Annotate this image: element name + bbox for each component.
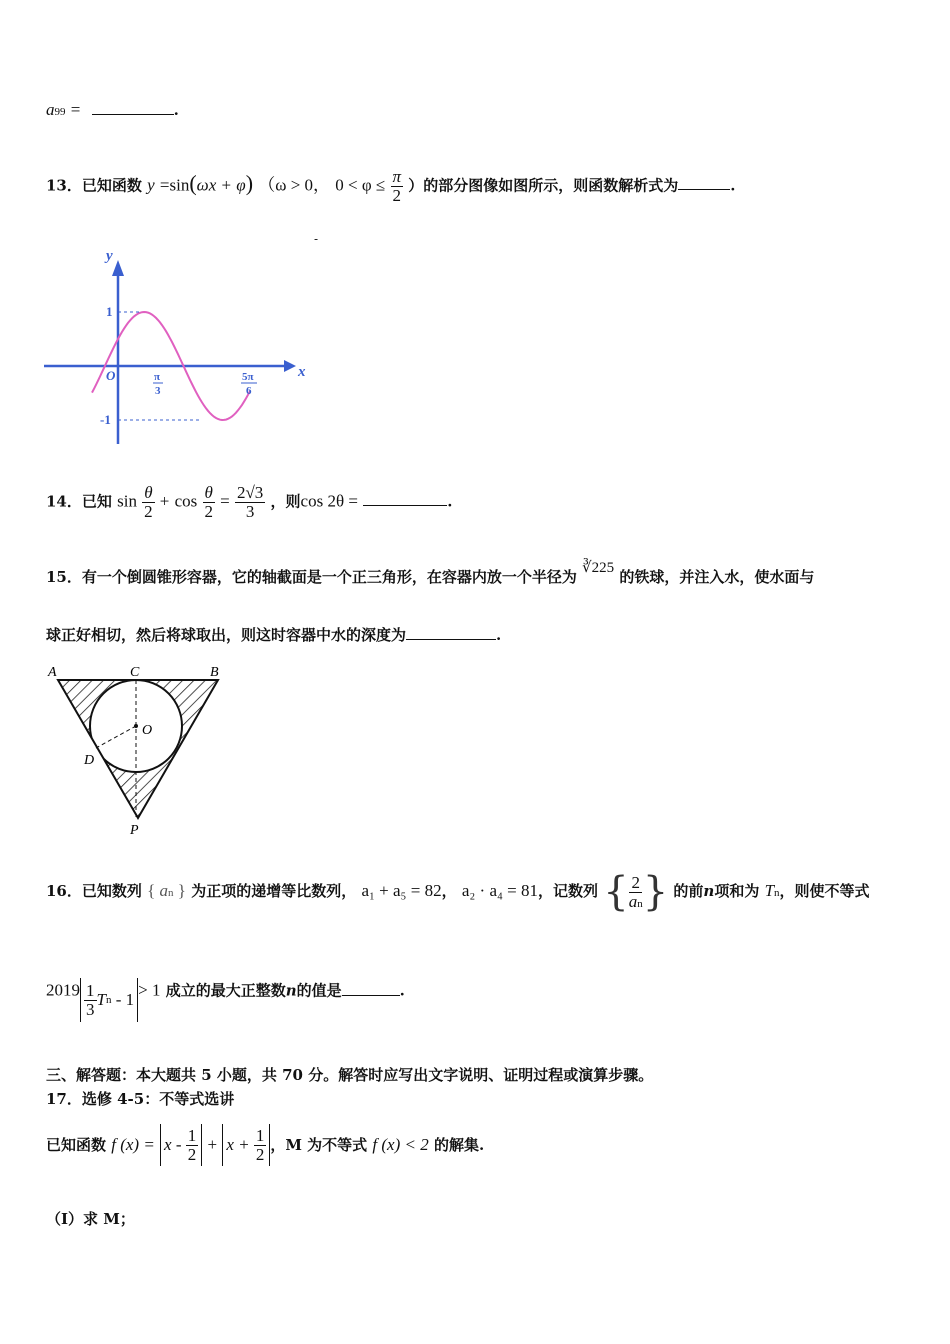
q14-theta-half-1: $\frac{\theta}{2}$ [144, 483, 153, 521]
q16-abs: $\frac{1}{3}$ T n - 1 [80, 978, 138, 1022]
q16-seq: { an } [147, 881, 186, 900]
q15-number: 15． [46, 568, 82, 586]
q15-line1 [46, 560, 815, 587]
label-A: A [48, 665, 57, 680]
graph-pi3-den: 3 [155, 385, 161, 397]
q14-plus: + [159, 491, 170, 511]
graph-5pi6-num: 5π [242, 371, 254, 383]
graph-origin: O [106, 368, 116, 383]
graph-one: 1 [106, 304, 113, 319]
q13-plus: + [221, 175, 232, 195]
q13-sin: sin [169, 175, 190, 195]
q16-text4: 的前 [673, 882, 704, 900]
q13-stray-mark: - [314, 232, 319, 246]
q13-pi-over-2: $\frac{\pi}{2}$ [392, 167, 402, 205]
center-dot [134, 724, 138, 728]
q16-T-sub: n [774, 887, 780, 899]
q16-T: T [764, 881, 775, 900]
q16-cond1: a₁ + a₅ = 82 [361, 881, 442, 900]
q13-answer-blank[interactable] [678, 189, 730, 190]
label-B: B [210, 665, 219, 680]
q17-ineq: f (x) < 2 [372, 1135, 429, 1154]
q13-text2: ）的部分图像如图所示，则函数解析式为 [408, 176, 679, 195]
graph-pi3-num: π [154, 371, 161, 383]
q16-text3: ，记数列 [538, 882, 599, 900]
q13-x: x [208, 175, 217, 195]
label-D: D [84, 753, 95, 768]
q16-line1: 16．已知数列 { an } 为正项的递增等比数列， a₁ + a₅ = 82， a₂ · a₄ = 81，记数列 { $\frac{2}{an}$ } 的前n项和为 Tn，则使不等式 [46, 869, 870, 915]
q17-fx: f (x) = [111, 1135, 155, 1154]
q13-end: . [730, 176, 736, 195]
q16-n2: n [285, 981, 297, 1000]
q16-number: 16． [46, 882, 82, 900]
q16-gt1: > 1 [138, 980, 161, 1000]
q13-line [46, 168, 736, 205]
q13-cond1: （ω > 0， [258, 175, 331, 195]
q14-answer-blank[interactable] [363, 505, 447, 506]
q17-plus: + [207, 1135, 218, 1154]
y-axis-arrow [112, 260, 124, 276]
q13-text1: 已知函数 [81, 176, 142, 195]
q15-text1: 有一个倒圆锥形容器，它的轴截面是一个正三角形，在容器内放一个半径为 [81, 568, 577, 586]
q12-sub: 99 [54, 106, 66, 118]
q13-eq: = [159, 175, 170, 195]
q12-expr: a [46, 100, 55, 119]
graph-y-label: y [106, 248, 113, 264]
q17-title: 17．选修 4-5：不等式选讲 [46, 1090, 235, 1108]
q16-answer-blank[interactable] [342, 995, 400, 996]
q13-omega: ω [196, 175, 209, 195]
q12-line [46, 100, 179, 120]
q13-lparen: ( [189, 170, 197, 196]
q12-answer-blank[interactable] [92, 114, 174, 115]
q17-text1: 已知函数 [46, 1136, 107, 1154]
q15-answer-blank[interactable] [406, 639, 496, 640]
q16-text8: 的值是 [296, 981, 342, 1000]
q16-text1: 已知数列 [81, 882, 142, 900]
q15-cone-figure [44, 660, 244, 840]
label-C: C [130, 665, 140, 680]
q16-n-bold: n [703, 882, 715, 900]
q13-number: 13． [46, 176, 82, 195]
q12-eq: = [70, 100, 81, 119]
q16-lbrace-icon: { [603, 869, 629, 915]
x-axis-arrow [284, 360, 296, 372]
graph-5pi6-den: 6 [246, 385, 252, 397]
q17-abs2: x + $\frac{1}{2}$ [222, 1124, 270, 1166]
q16-line2 [46, 978, 405, 1022]
q15-root: ∛225 [582, 560, 615, 576]
section-3-heading: 三、解答题：本大题共 5 小题，共 70 分。解答时应写出文字说明、证明过程或演算步骤。 [46, 1066, 654, 1084]
q15-end: . [496, 626, 502, 644]
q17-text2: ，M 为不等式 [270, 1136, 368, 1154]
q14-theta-half-2: $\frac{\theta}{2}$ [204, 483, 213, 521]
q14-line [46, 484, 452, 521]
q17-line [46, 1124, 484, 1166]
q14-text2: ，则 [270, 492, 301, 511]
q16-frac: $\frac{2}{an}$ [628, 872, 643, 911]
q13-cond2: 0 < φ ≤ [335, 175, 386, 195]
q16-text2: 为正项的递增等比数列， [191, 882, 357, 900]
label-O: O [142, 723, 153, 738]
q13-rparen: ) [245, 170, 254, 196]
q15-text2: 的铁球，并注入水，使水面与 [619, 568, 815, 586]
graph-neg-one: -1 [100, 412, 111, 427]
q17-text3: 的解集. [433, 1136, 485, 1154]
q14-cos: cos [174, 491, 198, 511]
q14-sin: sin [117, 491, 137, 511]
q17-abs1: x - $\frac{1}{2}$ [160, 1124, 202, 1166]
q16-ineq-2019: 2019 [46, 980, 80, 1000]
q14-end: . [447, 492, 453, 511]
q14-text1: 已知 [81, 492, 112, 511]
q13-sine-graph [44, 244, 320, 444]
q14-eq: = [220, 491, 230, 511]
q15-text3: 球正好相切，然后将球取出，则这时容器中水的深度为 [46, 626, 407, 644]
q13-y: y [147, 175, 155, 195]
label-P: P [130, 823, 139, 838]
q14-cos2: cos 2θ = [300, 491, 358, 511]
q16-cond2: a₂ · a₄ = 81 [461, 881, 539, 900]
q14-number: 14． [46, 492, 82, 511]
q16-end: . [399, 981, 405, 1000]
q13-phi: φ [236, 175, 246, 195]
q16-text7: 成立的最大正整数 [165, 981, 286, 1000]
q16-text6: ，则使不等式 [779, 882, 870, 900]
q14-rhs: $\frac{2√3}{3}$ [236, 483, 264, 521]
q17-part1: （Ⅰ）求 M； [46, 1210, 135, 1228]
q12-end: . [173, 101, 179, 119]
q15-line2 [46, 624, 501, 645]
q16-rbrace-icon: } [642, 869, 669, 915]
q16-text5: 项和为 [714, 882, 760, 900]
graph-x-label: x [298, 364, 306, 380]
